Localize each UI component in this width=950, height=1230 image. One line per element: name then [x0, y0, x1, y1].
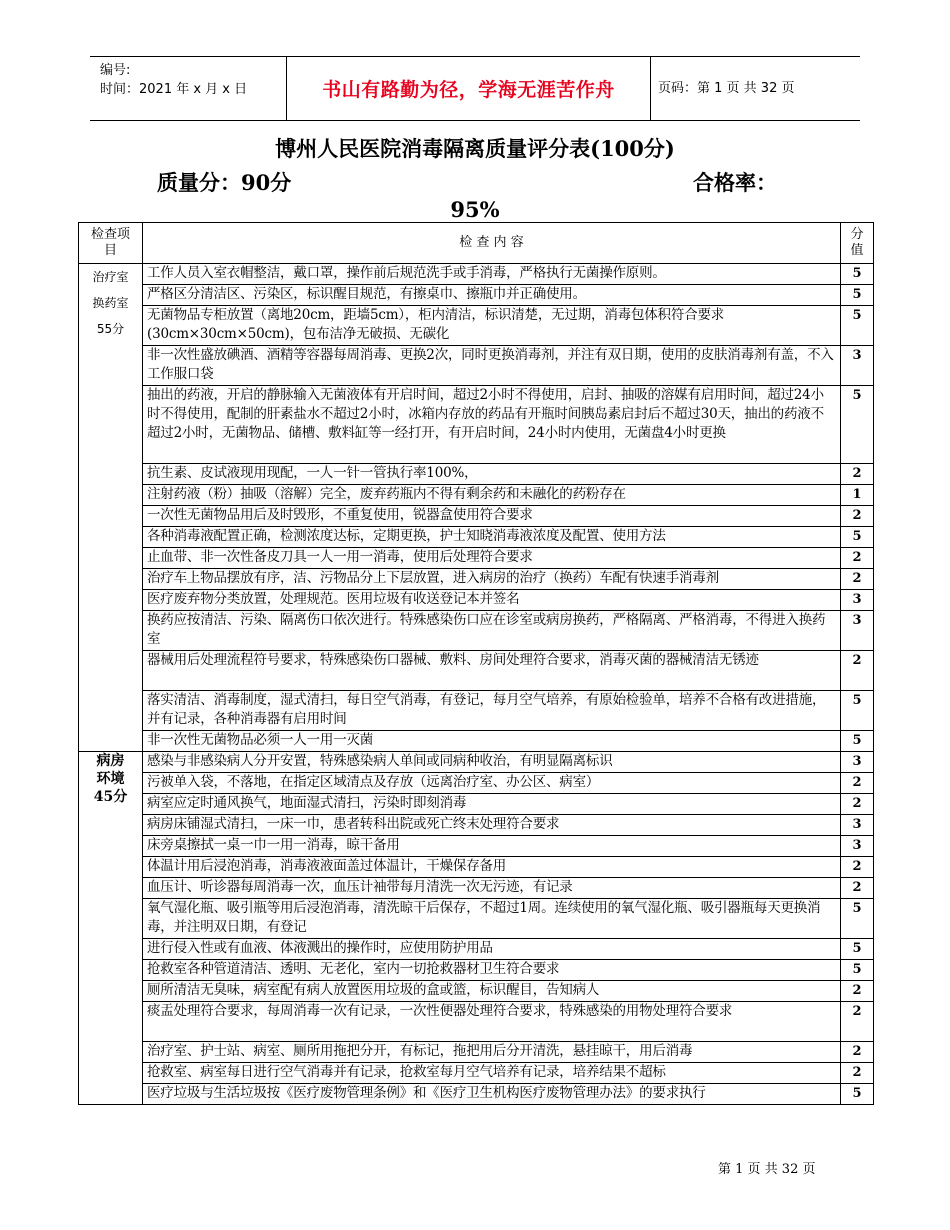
- points-value: 5: [841, 939, 874, 960]
- points-value: 5: [841, 527, 874, 548]
- check-content: 严格区分清洁区、污染区，标识醒目规范，有擦桌巾、擦瓶巾并正确使用。: [143, 285, 841, 306]
- header-page-number: 页码：第 1 页 共 32 页: [658, 81, 795, 96]
- table-row: [79, 773, 874, 794]
- table-body: [79, 264, 874, 1105]
- points-value: 5: [841, 386, 874, 464]
- check-content: 进行侵入性或有血液、体液溅出的操作时，应使用防护用品: [143, 939, 841, 960]
- document-title: 博州人民医院消毒隔离质量评分表(100分): [275, 136, 675, 161]
- table-row: [79, 1002, 874, 1042]
- check-content: 污被单入袋，不落地，在指定区域清点及存放（远离治疗室、办公区、病室）: [143, 773, 841, 794]
- table-row: [79, 857, 874, 878]
- code-label: 编号:: [100, 63, 131, 78]
- points-value: 2: [841, 794, 874, 815]
- check-content: 工作人员入室衣帽整洁，戴口罩，操作前后规范洗手或手消毒，严格执行无菌操作原则。: [143, 264, 841, 285]
- points-value: 3: [841, 815, 874, 836]
- check-content: 感染与非感染病人分开安置，特殊感染病人单间或同病种收治，有明显隔离标识: [143, 752, 841, 773]
- points-value: 3: [841, 346, 874, 386]
- category-label: 环境: [96, 771, 125, 787]
- check-content: 落实清洁、消毒制度，湿式清扫，每日空气消毒，有登记，每月空气培养，有原始检验单，培养不合格有改进措施，并有记录，各种消毒器有启用时间: [143, 691, 841, 731]
- quality-score: 质量分：90分: [157, 170, 292, 195]
- points-value: 3: [841, 611, 874, 651]
- table-row: [79, 386, 874, 464]
- points-value: 2: [841, 1002, 874, 1042]
- check-content: 止血带、非一次性备皮刀具一人一用一消毒，使用后处理符合要求: [143, 548, 841, 569]
- table-row: [79, 815, 874, 836]
- check-content: 体温计用后浸泡消毒，消毒液液面盖过体温计，干燥保存备用: [143, 857, 841, 878]
- category-label: 45分: [93, 789, 128, 805]
- header-meta: [100, 61, 247, 99]
- table-row: [79, 691, 874, 731]
- table-row: [79, 1084, 874, 1105]
- check-content: 厕所清洁无臭味，病室配有病人放置医用垃圾的盒或篮，标识醒目，告知病人: [143, 981, 841, 1002]
- table-row: [79, 569, 874, 590]
- points-value: 5: [841, 1084, 874, 1105]
- table-row: [79, 611, 874, 651]
- points-value: 3: [841, 836, 874, 857]
- points-value: 5: [841, 306, 874, 346]
- table-row: [79, 464, 874, 485]
- table-row: [79, 1042, 874, 1063]
- points-value: 5: [841, 899, 874, 939]
- points-value: 2: [841, 981, 874, 1002]
- points-value: 3: [841, 590, 874, 611]
- points-value: 2: [841, 773, 874, 794]
- category-label: 治疗室: [92, 270, 129, 284]
- check-content: 非一次性无菌物品必须一人一用一灭菌: [143, 731, 841, 752]
- check-content: 床旁桌擦拭一桌一巾一用一消毒，晾干备用: [143, 836, 841, 857]
- category-label: 55分: [96, 322, 125, 336]
- check-content: 血压计、听诊器每周消毒一次，血压计袖带每月清洗一次无污迹，有记录: [143, 878, 841, 899]
- check-content: 抢救室、病室每日进行空气消毒并有记录，抢救室每月空气培养有记录，培养结果不超标: [143, 1063, 841, 1084]
- table-row: [79, 346, 874, 386]
- header-item: 检查项目: [79, 223, 143, 264]
- table-row: [79, 285, 874, 306]
- table-row: [79, 590, 874, 611]
- table-row: [79, 731, 874, 752]
- points-value: 3: [841, 752, 874, 773]
- section2-category: [79, 752, 143, 1105]
- time-label: 时间：2021 年 x 月 x 日: [100, 82, 248, 97]
- table-row: [79, 506, 874, 527]
- check-content: 痰盂处理符合要求，每周消毒一次有记录，一次性便器处理符合要求，特殊感染的用物处理符合要求: [143, 1002, 841, 1042]
- evaluation-table: [78, 222, 874, 1105]
- check-content: 换药应按清洁、污染、隔离伤口依次进行。特殊感染伤口应在诊室或病房换药，严格隔离、严格消毒，不得进入换药室: [143, 611, 841, 651]
- points-value: 2: [841, 651, 874, 691]
- pass-rate-value: 95%: [450, 197, 500, 222]
- points-value: 2: [841, 569, 874, 590]
- table-row: [79, 651, 874, 691]
- check-content: 器械用后处理流程符号要求，特殊感染伤口器械、敷料、房间处理符合要求，消毒灭菌的器械清洁无锈迹: [143, 651, 841, 691]
- check-content: 抽出的药液，开启的静脉输入无菌液体有开启时间，超过2小时不得使用，启封、抽吸的溶媒有启用时间，超过24小时不得使用，配制的肝素盐水不超过2小时，冰箱内存放的药品有开瓶时间胰岛素启封后不超过30天，抽出的药液不超过2小时，无菌物品、储槽、敷料缸等一经打开，有开启时间，24小时内使用，无菌盘4小时更换: [143, 386, 841, 464]
- table-row: [79, 960, 874, 981]
- table-row: [79, 306, 874, 346]
- table-row: [79, 939, 874, 960]
- check-content: 注射药液（粉）抽吸（溶解）完全，废弃药瓶内不得有剩余药和未融化的药粉存在: [143, 485, 841, 506]
- category-label: 换药室: [92, 296, 129, 310]
- check-content: 抗生素、皮试液现用现配，一人一针一管执行率100%，: [143, 464, 841, 485]
- header-motto: 书山有路勤为径，学海无涯苦作舟: [286, 57, 651, 120]
- check-content: 治疗室、护士站、病室、厕所用拖把分开，有标记，拖把用后分开清洗，悬挂晾干，用后消毒: [143, 1042, 841, 1063]
- points-value: 5: [841, 731, 874, 752]
- points-value: 2: [841, 1063, 874, 1084]
- points-value: 2: [841, 464, 874, 485]
- table-row: [79, 899, 874, 939]
- category-label: 病房: [96, 753, 125, 769]
- check-content: 病房床铺湿式清扫，一床一巾，患者转科出院或死亡终末处理符合要求: [143, 815, 841, 836]
- table-row: [79, 878, 874, 899]
- points-value: 2: [841, 878, 874, 899]
- table-row: [79, 752, 874, 773]
- pass-rate-label: 合格率：: [693, 170, 777, 195]
- check-content: 各种消毒液配置正确，检测浓度达标，定期更换，护士知晓消毒液浓度及配置、使用方法: [143, 527, 841, 548]
- table-row: [79, 527, 874, 548]
- header-content: 检 查 内 容: [143, 223, 841, 264]
- header-points: 分值: [841, 223, 874, 264]
- table-header-row: [79, 223, 874, 264]
- points-value: 2: [841, 506, 874, 527]
- check-content: 无菌物品专柜放置（离地20cm，距墙5cm），柜内清洁，标识清楚，无过期，消毒包体积符合要求(30cm×30cm×50cm)，包布洁净无破损、无碳化: [143, 306, 841, 346]
- table-row: [79, 1063, 874, 1084]
- points-value: 5: [841, 264, 874, 285]
- check-content: 病室应定时通风换气，地面湿式清扫，污染时即刻消毒: [143, 794, 841, 815]
- points-value: 5: [841, 960, 874, 981]
- check-content: 非一次性盛放碘酒、酒精等容器每周消毒、更换2次，同时更换消毒剂，并注有双日期，使用的皮肤消毒剂有盖，不入工作服口袋: [143, 346, 841, 386]
- table-row: [79, 981, 874, 1002]
- table-row: [79, 264, 874, 285]
- check-content: 抢救室各种管道清洁、透明、无老化，室内一切抢救器材卫生符合要求: [143, 960, 841, 981]
- points-value: 5: [841, 285, 874, 306]
- table-row: [79, 548, 874, 569]
- points-value: 2: [841, 857, 874, 878]
- points-value: 2: [841, 1042, 874, 1063]
- table-row: [79, 485, 874, 506]
- check-content: 医疗垃圾与生活垃圾按《医疗废物管理条例》和《医疗卫生机构医疗废物管理办法》的要求执行: [143, 1084, 841, 1105]
- check-content: 医疗废弃物分类放置，处理规范。医用垃圾有收送登记本并签名: [143, 590, 841, 611]
- footer-page-number: 第 1 页 共 32 页: [718, 1162, 816, 1177]
- table-row: [79, 836, 874, 857]
- check-content: 氧气湿化瓶、吸引瓶等用后浸泡消毒，清洗晾干后保存，不超过1周。连续使用的氧气湿化瓶、吸引器瓶每天更换消毒，并注明双日期，有登记: [143, 899, 841, 939]
- page-header: [90, 56, 860, 121]
- check-content: 治疗车上物品摆放有序，洁、污物品分上下层放置，进入病房的治疗（换药）车配有快速手消毒剂: [143, 569, 841, 590]
- check-content: 一次性无菌物品用后及时毁形，不重复使用，锐器盒使用符合要求: [143, 506, 841, 527]
- table-row: [79, 794, 874, 815]
- points-value: 1: [841, 485, 874, 506]
- points-value: 2: [841, 548, 874, 569]
- section1-category: [79, 264, 143, 752]
- points-value: 5: [841, 691, 874, 731]
